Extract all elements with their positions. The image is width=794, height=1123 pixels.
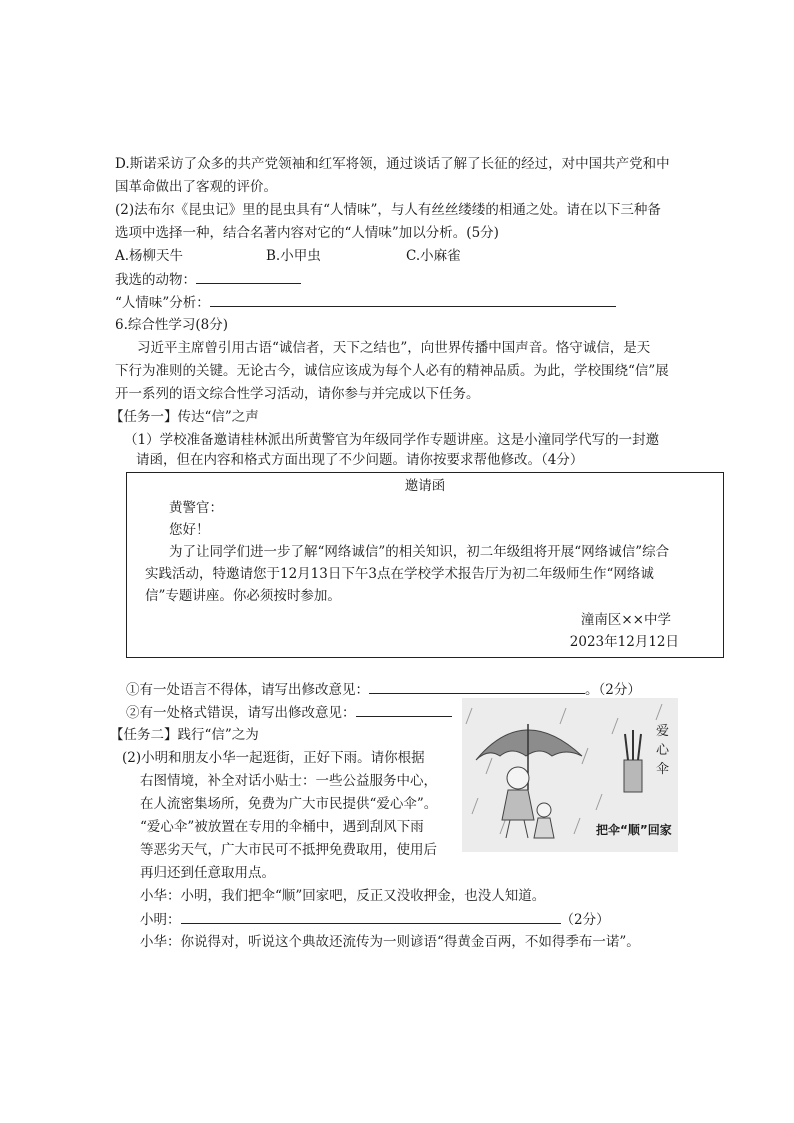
q6-intro-line1: 习近平主席曾引用古语“诚信者，天下之结也”，向世界传播中国声音。恪守诚信，是天	[137, 340, 651, 356]
option-d-line1: D.斯诺采访了众多的共产党领袖和红军将领，通过谈话了解了长征的经过，对中国共产党和中	[115, 156, 670, 172]
task2-line2: 右图情境，补全对话小贴士：一些公益服务中心，	[140, 773, 437, 789]
item2-row	[126, 702, 452, 723]
sign-char-3: 伞	[656, 762, 670, 777]
option-c: C.小麻雀	[406, 248, 461, 264]
xiaoming-answer-blank[interactable]	[181, 909, 561, 924]
item1-score: 。（2分）	[585, 682, 641, 698]
item2-text: ②有一处格式错误，请写出修改意见：	[126, 705, 356, 721]
illus-caption: 把伞“顺”回家	[596, 823, 672, 837]
analysis-answer-blank[interactable]	[210, 292, 616, 307]
letter-date: 2023年12月12日	[569, 634, 679, 650]
letter-body-line2: 实践活动，特邀请您于12月13日下午3点在学校学术报告厅为初二年级师生作“网络诚	[145, 566, 654, 582]
letter-greeting: 您好！	[169, 522, 210, 538]
task2-line3: 在人流密集场所，免费为广大市民提供“爱心伞”。	[140, 796, 438, 812]
analysis-label: “人情味”分析：	[115, 295, 210, 311]
task2-title: 【任务二】践行“信”之为	[110, 727, 259, 743]
letter-body-line3: 信”专题讲座。你必须按时参加。	[145, 588, 341, 604]
q5-2-line2: 选项中选择一种，结合名著内容对它的“人情味”加以分析。(5分)	[115, 225, 499, 241]
task2-line1: (2)小明和朋友小华一起逛街，正好下雨。请你根据	[122, 750, 425, 766]
xiaoming-label: 小明：	[140, 912, 181, 928]
item1-text: ①有一处语言不得体，请写出修改意见：	[126, 682, 369, 698]
umbrella-illustration	[462, 698, 678, 852]
animal-answer-blank[interactable]	[196, 269, 301, 284]
animal-label: 我选的动物：	[115, 272, 196, 288]
dialog-xiaohua-2: 小华：你说得对，听说这个典故还流传为一则谚语“得黄金百两，不如得季布一诺”。	[140, 934, 640, 950]
invitation-letter-box	[126, 472, 724, 658]
dialog-xiaoming-row	[140, 909, 610, 930]
option-b: B.小甲虫	[266, 248, 321, 264]
letter-salutation: 黄警官：	[169, 500, 223, 516]
task2-line4: “爱心伞”被放置在专用的伞桶中，遇到刮风下雨	[140, 819, 424, 835]
item2-answer-blank[interactable]	[356, 702, 452, 717]
item1-row	[126, 679, 641, 700]
option-a: A.杨柳天牛	[115, 248, 184, 264]
task2-line6: 再归还到任意取用点。	[140, 865, 275, 881]
q6-heading: 6.综合性学习(8分)	[115, 317, 229, 333]
sign-char-2: 心	[656, 743, 670, 758]
analysis-answer-row	[115, 292, 616, 313]
animal-answer-row	[115, 269, 301, 290]
option-d-line2: 国革命做出了客观的评价。	[115, 179, 277, 195]
xiaoming-score: （2分）	[560, 912, 610, 928]
item1-answer-blank[interactable]	[369, 679, 585, 694]
letter-signature: 潼南区××中学	[580, 612, 671, 628]
q5-2-line1: (2)法布尔《昆虫记》里的昆虫具有“人情味”，与人有丝丝缕缕的相通之处。请在以下三种备	[115, 202, 661, 218]
letter-body-line1: 为了让同学们进一步了解“网络诚信”的相关知识，初二年级组将开展“网络诚信”综合	[169, 544, 670, 560]
dialog-xiaohua-1: 小华：小明，我们把伞“顺”回家吧，反正又没收押金，也没人知道。	[140, 888, 546, 904]
task2-line5: 等恶劣天气，广大市民可不抵押免费取用，使用后	[140, 842, 437, 858]
task1-title: 【任务一】传达“信”之声	[110, 409, 259, 425]
q6-intro-line2: 下行为准则的关键。无论古今，诚信应该成为每个人必有的精神品质。为此，学校围绕“信”展	[115, 363, 669, 379]
letter-title: 邀请函	[404, 478, 446, 494]
task1-question-line1: （1）学校准备邀请桂林派出所黄警官为年级同学作专题讲座。这是小潼同学代写的一封邀	[124, 432, 660, 448]
sign-char-1: 爱	[656, 724, 670, 739]
q6-intro-line3: 开一系列的语文综合性学习活动，请你参与并完成以下任务。	[115, 386, 480, 402]
task1-question-line2: 请函，但在内容和格式方面出现了不少问题。请你按要求帮他修改。（4分）	[136, 452, 584, 468]
